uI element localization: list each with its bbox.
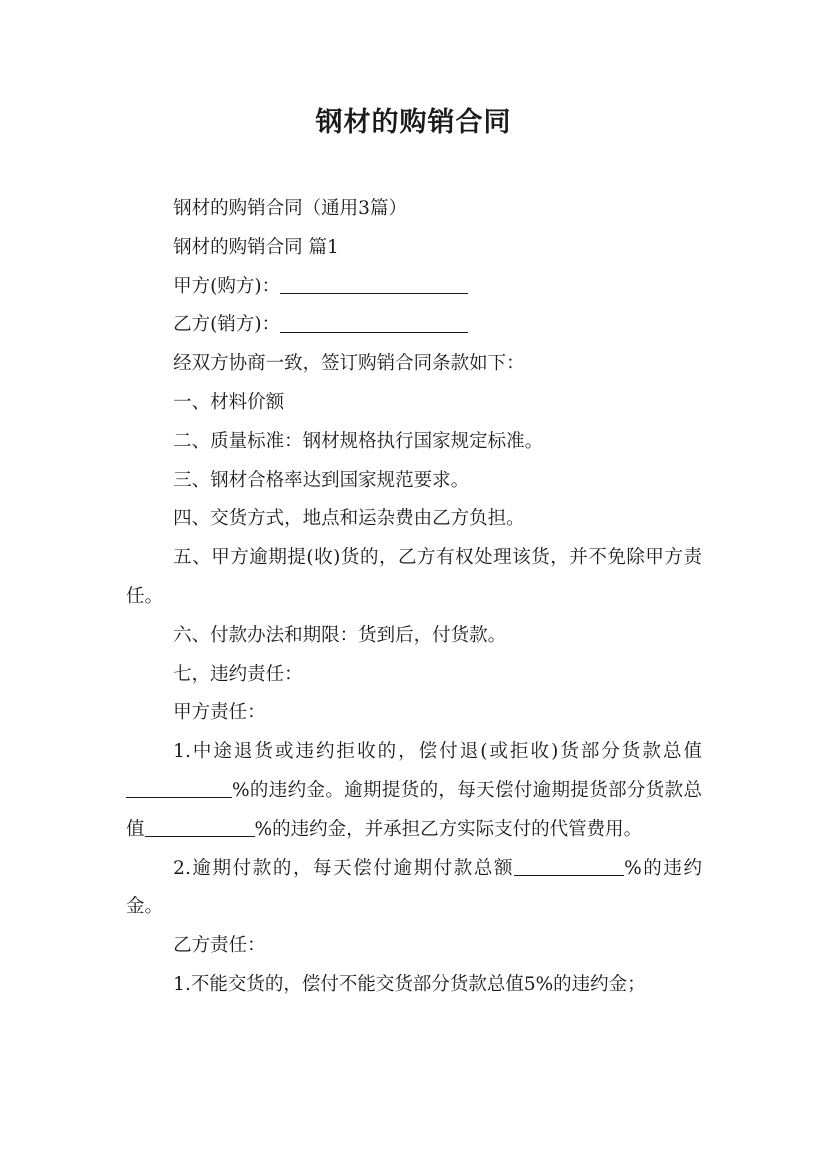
- clause-7: 七，违约责任：: [173, 663, 303, 685]
- party-a-liability-1: [126, 733, 702, 849]
- paragraph-subtitle: 钢材的购销合同（通用3篇）: [173, 198, 407, 219]
- party-a-liability-2: [126, 850, 702, 928]
- penalty-blank-3: [514, 856, 624, 876]
- paragraph-party-b: [126, 306, 702, 345]
- party-b-liability-heading: 乙方责任：: [173, 935, 266, 957]
- penalty-blank-2: [145, 817, 255, 837]
- clause-1: 一、材料价额: [173, 391, 285, 413]
- clause-2: 二、质量标准：钢材规格执行国家规定标准。: [173, 430, 544, 452]
- liability-1-text-c: %的违约金，并承担乙方实际支付的代管费用。: [254, 818, 643, 840]
- clause-5: 五、甲方逾期提(收)货的，乙方有权处理该货，并不免除甲方责任。: [126, 547, 702, 607]
- paragraph-section-heading: 钢材的购销合同 篇1: [173, 236, 339, 258]
- liability-2-text-b: %的违约金。: [126, 857, 702, 918]
- clause-3: 三、钢材合格率达到国家规范要求。: [173, 469, 470, 491]
- clause-4: 四、交货方式，地点和运杂费由乙方负担。: [173, 508, 525, 530]
- clause-6: 六、付款办法和期限：货到后，付货款。: [173, 624, 507, 646]
- paragraph-intro: 经双方协商一致，签订购销合同条款如下：: [173, 353, 525, 375]
- party-b-liability-1: 1.不能交货的，偿付不能交货部分货款总值5%的违约金；: [173, 973, 646, 995]
- party-a-blank: [280, 274, 468, 294]
- paragraph-party-a: [126, 268, 702, 307]
- party-b-label: 乙方(销方)：: [173, 314, 281, 336]
- penalty-blank-1: [126, 779, 232, 799]
- document-body: [126, 190, 702, 1005]
- party-b-blank: [280, 313, 468, 333]
- party-a-liability-heading: 甲方责任：: [173, 702, 266, 724]
- liability-2-text-a: 2.逾期付款的，每天偿付逾期付款总额: [173, 857, 515, 879]
- liability-1-text-a: 1.中途退货或违约拒收的，偿付退(或拒收)货部分货款总值: [173, 741, 702, 763]
- liability-1-text-b: %的违约金。逾期提货的，每天偿付逾期提货部分货款总值: [126, 779, 702, 840]
- document-title: 钢材的购销合同: [315, 107, 512, 138]
- party-a-label: 甲方(购方)：: [173, 275, 281, 297]
